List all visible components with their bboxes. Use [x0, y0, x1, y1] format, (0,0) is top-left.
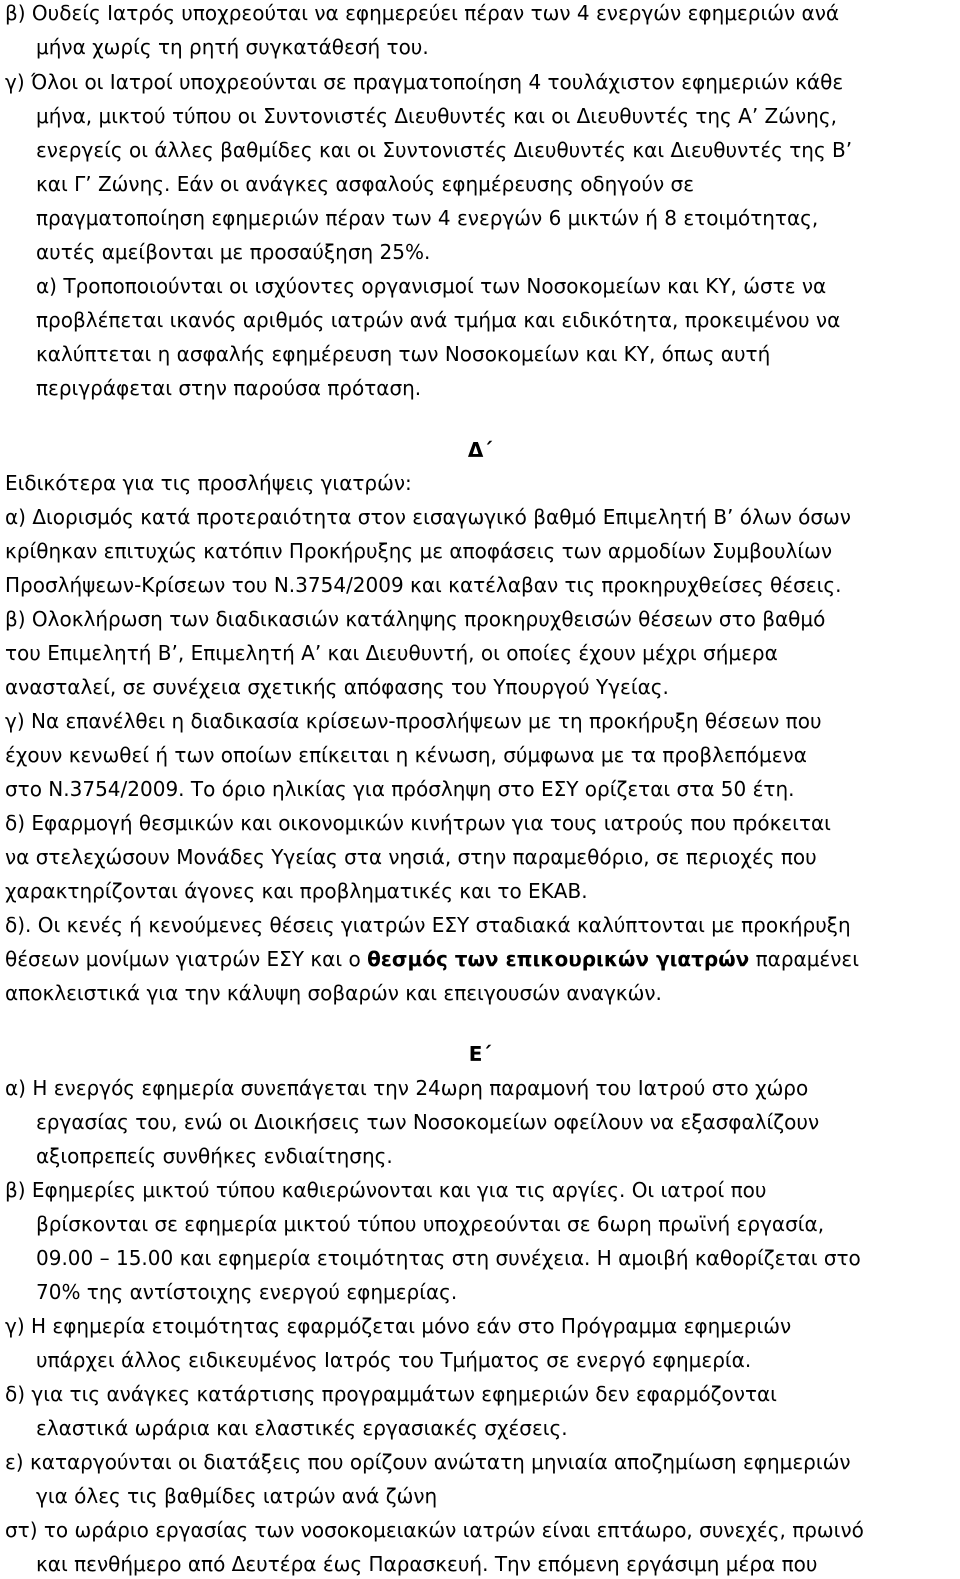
text-run: παραμένει	[749, 947, 859, 971]
paragraph-line: να στελεχώσουν Μονάδες Υγείας στα νησιά, στην παραμεθόριο, σε περιοχές που	[5, 845, 817, 869]
paragraph-line: χαρακτηρίζονται άγονες και προβληματικές και το ΕΚΑΒ.	[5, 879, 588, 903]
paragraph-line: γ) Όλοι οι Ιατροί υποχρεούνται σε πραγματοποίηση 4 τουλάχιστον εφημεριών κάθε	[5, 70, 844, 94]
paragraph-line: στο Ν.3754/2009. Το όριο ηλικίας για πρόσληψη στο ΕΣΥ ορίζεται στα 50 έτη.	[5, 777, 795, 801]
paragraph-line: 70% της αντίστοιχης ενεργού εφημερίας.	[36, 1280, 458, 1304]
paragraph-line: αποκλειστικά για την κάλυψη σοβαρών και επειγουσών αναγκών.	[5, 981, 662, 1005]
paragraph-line: ανασταλεί, σε συνέχεια σχετικής απόφασης του Υπουργού Υγείας.	[5, 675, 669, 699]
paragraph-line: και Γ’ Ζώνης. Εάν οι ανάγκες ασφαλούς εφημέρευσης οδηγούν σε	[36, 172, 695, 196]
paragraph-line: αξιοπρεπείς συνθήκες ενδιαίτησης.	[36, 1144, 393, 1168]
paragraph-line: έχουν κενωθεί ή των οποίων επίκειται η κένωση, σύμφωνα με τα προβλεπόμενα	[5, 743, 807, 767]
paragraph-line: του Επιμελητή Β’, Επιμελητή Α’ και Διευθυντή, οι οποίες έχουν μέχρι σήμερα	[5, 641, 778, 665]
section-heading: Δ΄	[467, 438, 493, 462]
paragraph-line: β) Ολοκλήρωση των διαδικασιών κατάληψης προκηρυχθεισών θέσεων στο βαθμό	[5, 607, 826, 631]
paragraph-line: μήνα χωρίς τη ρητή συγκατάθεσή του.	[36, 35, 429, 59]
paragraph-line: και πενθήμερο από Δευτέρα έως Παρασκευή. Την επόμενη εργάσιμη μέρα που	[36, 1552, 818, 1576]
section-heading: Ε΄	[468, 1042, 492, 1066]
paragraph-line: α) Διορισμός κατά προτεραιότητα στον εισαγωγικό βαθμό Επιμελητή Β’ όλων όσων	[5, 505, 851, 529]
paragraph-line: στ) το ωράριο εργασίας των νοσοκομειακών ιατρών είναι επτάωρο, συνεχές, πρωινό	[5, 1518, 864, 1542]
paragraph-line: περιγράφεται στην παρούσα πρόταση.	[36, 376, 422, 400]
paragraph-line: εργασίας του, ενώ οι Διοικήσεις των Νοσοκομείων οφείλουν να εξασφαλίζουν	[36, 1110, 820, 1134]
paragraph-line-mixed	[5, 946, 859, 972]
paragraph-line: καλύπτεται η ασφαλής εφημέρευση των Νοσοκομείων και ΚΥ, όπως αυτή	[36, 342, 771, 366]
paragraph-line: 09.00 – 15.00 και εφημερία ετοιμότητας στη συνέχεια. Η αμοιβή καθορίζεται στο	[36, 1246, 861, 1270]
paragraph-line: βρίσκονται σε εφημερία μικτού τύπου υποχρεούνται σε 6ωρη πρωϊνή εργασία,	[36, 1212, 825, 1236]
paragraph-line: ενεργείς οι άλλες βαθμίδες και οι Συντονιστές Διευθυντές και Διευθυντές της Β’	[36, 138, 853, 162]
paragraph-line: β) Εφημερίες μικτού τύπου καθιερώνονται και για τις αργίες. Οι ιατροί που	[5, 1178, 767, 1202]
paragraph-line: κρίθηκαν επιτυχώς κατόπιν Προκήρυξης με αποφάσεις των αρμοδίων Συμβουλίων	[5, 539, 833, 563]
paragraph-line: μήνα, μικτού τύπου οι Συντονιστές Διευθυντές και οι Διευθυντές της Α’ Ζώνης,	[36, 104, 837, 128]
paragraph-line: δ) Εφαρμογή θεσμικών και οικονομικών κινήτρων για τους ιατρούς που πρόκειται	[5, 811, 831, 835]
paragraph-line: ελαστικά ωράρια και ελαστικές εργασιακές σχέσεις.	[36, 1416, 568, 1440]
text-run: θέσεων μονίμων γιατρών ΕΣΥ και ο	[5, 947, 368, 971]
paragraph-line: γ) Η εφημερία ετοιμότητας εφαρμόζεται μόνο εάν στο Πρόγραμμα εφημεριών	[5, 1314, 792, 1338]
paragraph-line: δ). Οι κενές ή κενούμενες θέσεις γιατρών ΕΣΥ σταδιακά καλύπτονται με προκήρυξη	[5, 913, 851, 937]
paragraph-line: πραγματοποίηση εφημεριών πέραν των 4 ενεργών 6 μικτών ή 8 ετοιμότητας,	[36, 206, 819, 230]
paragraph-line: προβλέπεται ικανός αριθμός ιατρών ανά τμήμα και ειδικότητα, προκειμένου να	[36, 308, 841, 332]
paragraph-line: αυτές αμείβονται με προσαύξηση 25%.	[36, 240, 431, 264]
paragraph-line: Προσλήψεων-Κρίσεων του Ν.3754/2009 και κατέλαβαν τις προκηρυχθείσες θέσεις.	[5, 573, 842, 597]
bold-text-run: θεσμός των επικουρικών γιατρών	[367, 947, 750, 971]
paragraph-line: Ειδικότερα για τις προσλήψεις γιατρών:	[5, 471, 412, 495]
paragraph-line: α) Η ενεργός εφημερία συνεπάγεται την 24ωρη παραμονή του Ιατρού στο χώρο	[5, 1076, 809, 1100]
paragraph-line: δ) για τις ανάγκες κατάρτισης προγραμμάτων εφημεριών δεν εφαρμόζονται	[5, 1382, 777, 1406]
paragraph-line: υπάρχει άλλος ειδικευμένος Ιατρός του Τμήματος σε ενεργό εφημερία.	[36, 1348, 752, 1372]
paragraph-line: για όλες τις βαθμίδες ιατρών ανά ζώνη	[36, 1484, 438, 1508]
paragraph-line: α) Τροποποιούνται οι ισχύοντες οργανισμοί των Νοσοκομείων και ΚΥ, ώστε να	[36, 274, 827, 298]
paragraph-line: γ) Να επανέλθει η διαδικασία κρίσεων-προσλήψεων με τη προκήρυξη θέσεων που	[5, 709, 822, 733]
paragraph-line: ε) καταργούνται οι διατάξεις που ορίζουν ανώτατη μηνιαία αποζημίωση εφημεριών	[5, 1450, 851, 1474]
paragraph-line: β) Ουδείς Ιατρός υποχρεούται να εφημερεύει πέραν των 4 ενεργών εφημεριών ανά	[5, 1, 840, 25]
